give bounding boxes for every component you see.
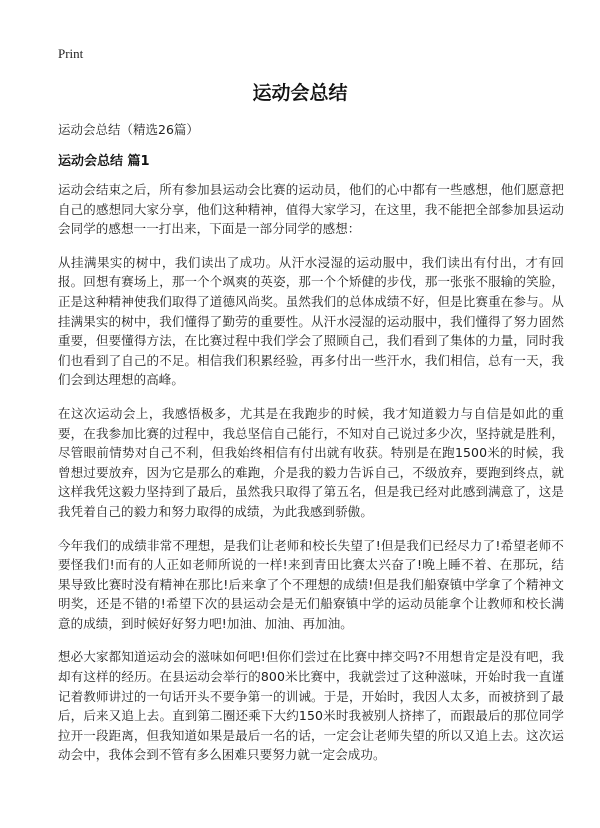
section-heading: 运动会总结 篇1: [58, 154, 150, 169]
paragraph-2: 从挂满果实的树中，我们读出了成功。从汗水浸湿的运动服中，我们读出有付出，才有回报。回想有赛场上，那一个个飒爽的英姿，那一个个矫健的步伐，那一张张不服输的笑脸，正是这种精神使我们取得了道德风尚奖。虽然我们的总体成绩不好，但是比赛重在参与。从挂满果实的树中，我们懂得了勤劳的重要性。从汗水浸湿的运动服中，我们懂得了努力固然重要，但要懂得方法，在比赛过程中我们学会了照顾自己，我们看到了集体的力量，同时我们也看到了自己的不足。相信我们积累经验，再多付出一些汗水，我们相信，总有一天，我们会到达理想的高峰。: [58, 254, 564, 388]
document-subtitle: 运动会总结（精选26篇）: [58, 122, 199, 137]
print-label[interactable]: Print: [58, 46, 84, 61]
body-text: [58, 180, 564, 779]
paragraph-4: 今年我们的成绩非常不理想，是我们让老师和校长失望了!但是我们已经尽力了!希望老师不要怪我们!而有的人正如老师所说的一样!来到青田比赛太兴奋了!晚上睡不着、在那玩，结果导致比赛时没有精神在那比!后来拿了个不理想的成绩!但是我们船寮镇中学拿了个精神文明奖，还是不错的!希望下次的县运动会是无们船寮镇中学的运动员能拿个让教师和校长满意的成绩，到时候好好努力吧!加油、加油、再加油。: [58, 537, 564, 631]
paragraph-1: 运动会结束之后，所有参加县运动会比赛的运动员，他们的心中都有一些感想，他们愿意把自己的感想同大家分享，他们这种精神，值得大家学习，在这里，我不能把全部参加县运动会同学的感想一一打出来，下面是一部分同学的感想：: [58, 182, 564, 237]
page-title: 运动会总结: [252, 82, 348, 104]
paragraph-3: 在这次运动会上，我感悟极多，尤其是在我跑步的时候，我才知道毅力与自信是如此的重要，在我参加比赛的过程中，我总坚信自己能行，不知对自己说过多少次，坚持就是胜利，尽管眼前情势对自己不利，但我始终相信有付出就有收获。特别是在跑1500米的时候，我曾想过要放弃，因为它是那么的难跑，介是我的毅力告诉自己，不级放弃，要跑到终点，就这样我凭这毅力坚持到了最后，虽然我只取得了第五名，但是我已经对此感到满意了，这是我凭着自己的毅力和努力取得的成绩，为此我感到骄傲。: [58, 405, 564, 519]
paragraph-5: 想必大家都知道运动会的滋味如何吧!但你们尝过在比赛中摔交吗?不用想肯定是没有吧，我却有这样的经历。在县运动会举行的800米比赛中，我就尝过了这种滋味，开始时我一直谨记着教师讲过的一句话开头不要争第一的训诫。于是，开始时，我因人太多，而被挤到了最后，后来又追上去。直到第二圈还乘下大约150米时我被别人挤摔了，而跟最后的那位同学拉开一段距离，但我知道如果是最后一名的话，一定会让老师失望的所以又追上去。这次运动会中，我体会到不管有多么困难只要努力就一定会成功。: [58, 649, 564, 763]
